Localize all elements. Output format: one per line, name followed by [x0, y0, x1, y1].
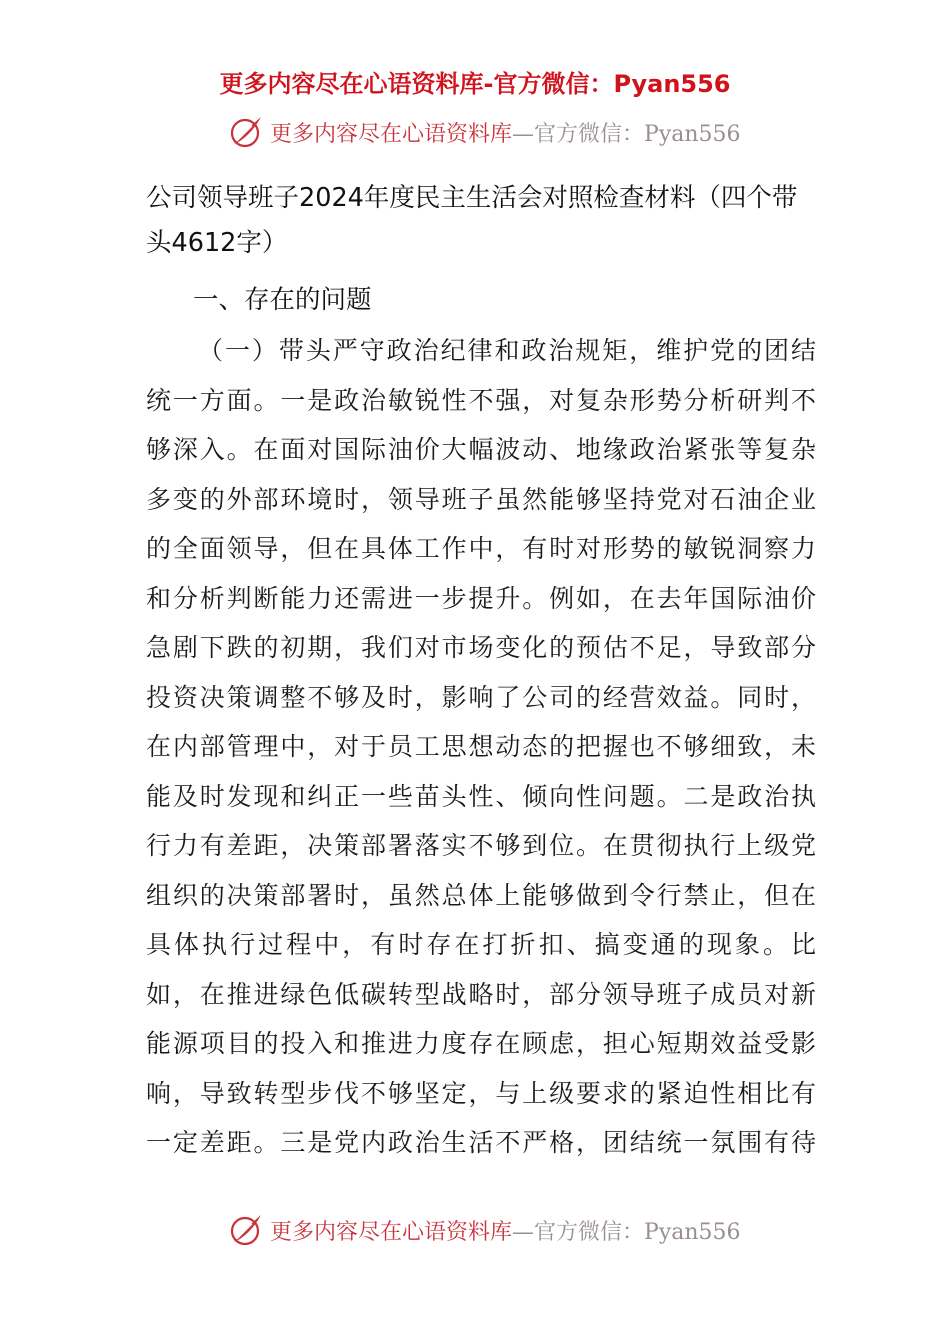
paragraph-line: 投资决策调整不够及时，影响了公司的经营效益。同时，: [146, 682, 816, 712]
watermark-footer: [228, 1210, 741, 1250]
paragraph-line: 响，导致转型步伐不够坚定，与上级要求的紧迫性相比有: [146, 1078, 816, 1108]
paragraph-line: 够深入。在面对国际油价大幅波动、地缘政治紧张等复杂: [146, 435, 816, 464]
watermark-separator: —: [512, 1219, 535, 1245]
quill-logo-icon: [228, 114, 264, 150]
paragraph-line: 在内部管理中，对于员工思想动态的把握也不够细致，未: [146, 732, 816, 761]
watermark-brand: 更多内容尽在心语资料库: [270, 1219, 513, 1245]
quill-logo-icon: [228, 1212, 264, 1248]
paragraph-line: 统一方面。一是政治敏锐性不强，对复杂形势分析研判不: [146, 385, 816, 415]
paragraph-line: 如，在推进绿色低碳转型战略时，部分领导班子成员对新: [146, 979, 816, 1009]
paragraph-line: 多变的外部环境时，领导班子虽然能够坚持党对石油企业: [146, 484, 816, 514]
paragraph-line: 行力有差距，决策部署落实不够到位。在贯彻执行上级党: [146, 831, 816, 860]
paragraph-line: 和分析判断能力还需进一步提升。例如，在去年国际油价: [146, 583, 816, 613]
paragraph-line: 的全面领导，但在具体工作中，有时对形势的敏锐洞察力: [146, 534, 816, 563]
paragraph-line: 急剧下跌的初期，我们对市场变化的预估不足，导致部分: [146, 633, 816, 662]
paragraph-line: 组织的决策部署时，虽然总体上能够做到令行禁止，但在: [146, 880, 816, 910]
watermark-header: [228, 112, 741, 152]
paragraph-line: （一）带头严守政治纪律和政治规矩，维护党的团结: [198, 336, 816, 365]
watermark-brand: 更多内容尽在心语资料库: [270, 121, 513, 147]
paragraph-line: 一定差距。三是党内政治生活不严格，团结统一氛围有待: [146, 1128, 816, 1157]
body-paragraph: [146, 326, 816, 1168]
watermark-separator: —: [512, 121, 535, 147]
top-banner: 更多内容尽在心语资料库-官方微信：Pyan556: [219, 70, 731, 98]
watermark-contact: 官方微信：Pyan556: [534, 121, 741, 147]
paragraph-line: 具体执行过程中，有时存在打折扣、搞变通的现象。比: [146, 930, 816, 959]
section-heading: 一、存在的问题: [193, 285, 372, 315]
watermark-contact: 官方微信：Pyan556: [534, 1219, 741, 1245]
paragraph-line: 能源项目的投入和推进力度存在顾虑，担心短期效益受影: [146, 1029, 816, 1058]
document-title: 公司领导班子2024年度民主生活会对照检查材料（四个带头4612字）: [146, 183, 798, 258]
paragraph-line: 能及时发现和纠正一些苗头性、倾向性问题。二是政治执: [146, 781, 816, 811]
